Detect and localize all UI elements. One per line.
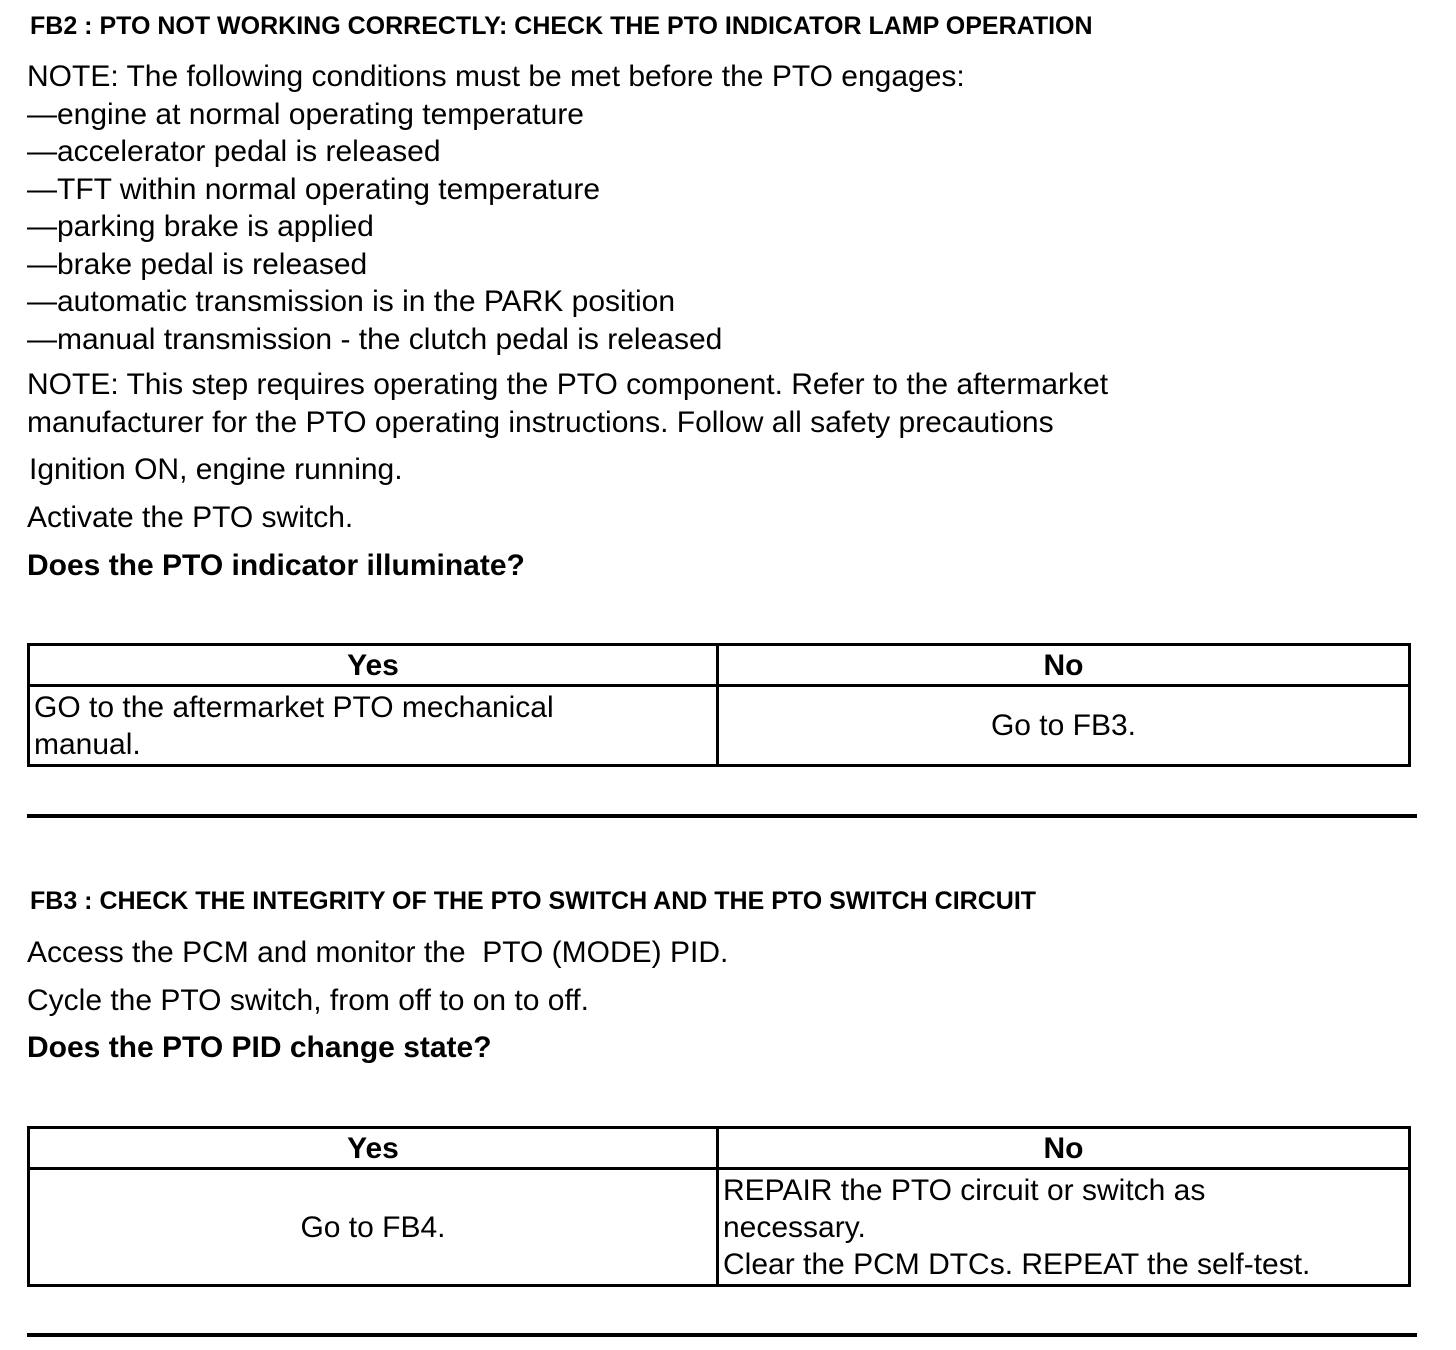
table-row <box>29 686 1410 766</box>
yes-header: Yes <box>29 1128 718 1169</box>
section-divider <box>27 1333 1417 1337</box>
fb3-question: Does the PTO PID change state? <box>27 1031 492 1064</box>
condition-item: —automatic transmission is in the PARK position <box>27 285 676 318</box>
no-action-line: Clear the PCM DTCs. REPEAT the self-test. <box>723 1247 1311 1281</box>
section-divider <box>27 814 1417 818</box>
fb3-heading: FB3 : CHECK THE INTEGRITY OF THE PTO SWITCH AND THE PTO SWITCH CIRCUIT <box>30 887 1037 915</box>
condition-item: —brake pedal is released <box>27 247 368 281</box>
yes-action-line: manual. <box>34 727 141 761</box>
fb2-decision-table <box>27 643 1411 767</box>
fb2-step-ignition: Ignition ON, engine running. <box>29 453 403 486</box>
fb2-heading: FB2 : PTO NOT WORKING CORRECTLY: CHECK THE PTO INDICATOR LAMP OPERATION <box>30 12 1093 40</box>
condition-item: —TFT within normal operating temperature <box>27 172 601 206</box>
fb2-step-activate: Activate the PTO switch. <box>27 501 354 534</box>
condition-item: —parking brake is applied <box>27 210 374 243</box>
yes-cell <box>29 686 718 766</box>
note-line: manufacturer for the PTO operating instructions. Follow all safety precautions <box>27 406 1054 439</box>
yes-header: Yes <box>29 645 718 686</box>
table-header-row <box>29 1128 1410 1169</box>
no-action-line: necessary. <box>723 1210 866 1244</box>
condition-item: —accelerator pedal is released <box>27 135 441 168</box>
no-cell <box>718 1169 1410 1286</box>
no-header: No <box>718 645 1410 686</box>
fb3-decision-table <box>27 1126 1411 1287</box>
condition-item: —manual transmission - the clutch pedal is released <box>27 322 723 356</box>
fb3-step-cycle: Cycle the PTO switch, from off to on to off. <box>27 984 589 1017</box>
fb2-note-conditions <box>27 58 965 358</box>
note-line: NOTE: This step requires operating the PTO component. Refer to the aftermarket <box>27 368 1109 401</box>
fb2-question: Does the PTO indicator illuminate? <box>27 549 525 582</box>
no-action-line: REPAIR the PTO circuit or switch as <box>723 1173 1206 1207</box>
no-cell: Go to FB3. <box>718 686 1410 766</box>
yes-action-line: GO to the aftermarket PTO mechanical <box>34 690 554 724</box>
table-header-row <box>29 645 1410 686</box>
yes-cell: Go to FB4. <box>29 1169 718 1286</box>
note-line: NOTE: The following conditions must be met before the PTO engages: <box>27 60 965 93</box>
no-header: No <box>718 1128 1410 1169</box>
condition-item: —engine at normal operating temperature <box>27 97 584 131</box>
table-row <box>29 1169 1410 1286</box>
fb2-note-operating <box>27 366 1108 442</box>
fb3-step-access: Access the PCM and monitor the PTO (MODE) PID. <box>27 936 729 969</box>
